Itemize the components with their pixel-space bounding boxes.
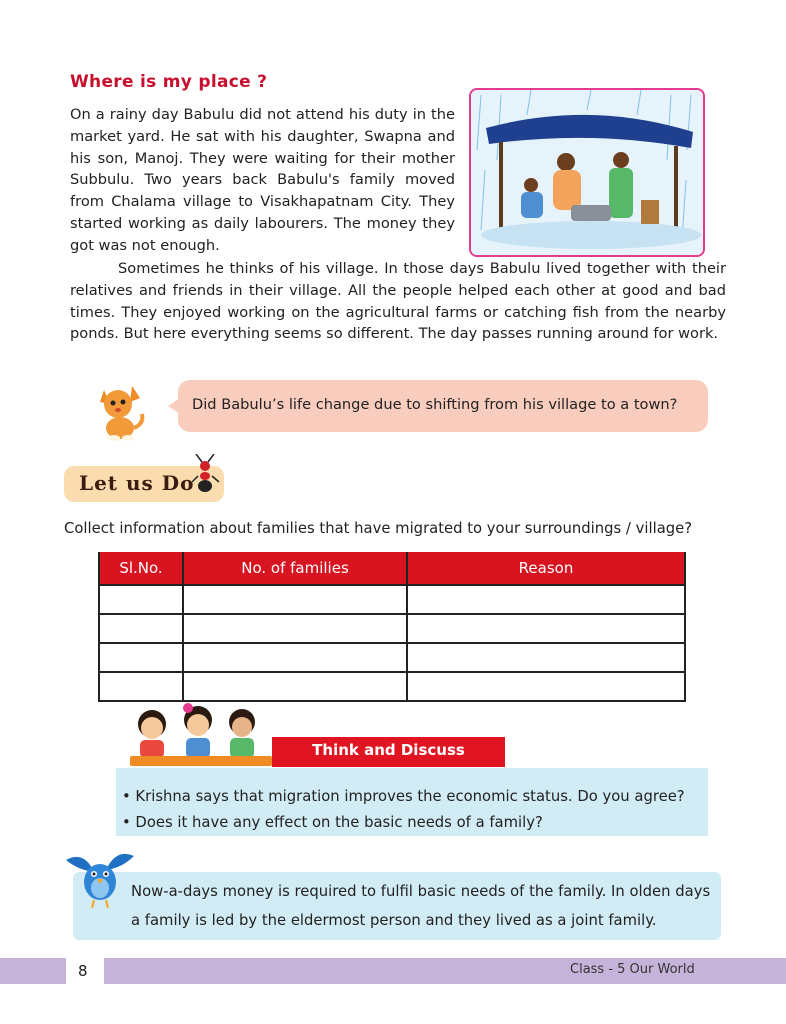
table-row: [99, 643, 685, 672]
column-header: Sl.No.: [99, 552, 183, 585]
bird-icon: [64, 850, 136, 910]
desk-bar: [130, 756, 272, 766]
table-row: [99, 614, 685, 643]
table-cell: [99, 643, 183, 672]
table-cell: [183, 672, 407, 701]
table-header-row: [99, 552, 685, 585]
table-cell: [99, 672, 183, 701]
table-row: [99, 672, 685, 701]
cat-mascot-icon: [96, 380, 146, 442]
table-cell: [183, 614, 407, 643]
list-item: • Krishna says that migration improves the economic status. Do you agree?: [122, 788, 685, 805]
table-cell: [183, 643, 407, 672]
page-number: 8: [78, 962, 88, 980]
table-cell: [407, 643, 685, 672]
table-row: [99, 585, 685, 614]
info-note-text: [131, 877, 721, 935]
children-illustration: [130, 700, 270, 760]
story-paragraph-1: On a rainy day Babulu did not attend his duty in the market yard. He sat with his daughter, Swapna and his son, Manoj. They were waiting for their mother Subbulu. Two years back Babulu's family moved from Chalama village to Visakhapatnam City. They started working as daily labourers. The money they got was not enough.: [70, 106, 455, 254]
story-paragraph-2: Sometimes he thinks of his village. In those days Babulu lived together with their relatives and friends in their village. All the people helped each other at good and bad times. They enjoyed working on the agricultural farms or catching fish from the nearby ponds. But here everything seems so different. The day passes running around for work.: [70, 260, 726, 343]
table-cell: [407, 585, 685, 614]
activity-question: Collect information about families that have migrated to your surroundings / village?: [64, 520, 693, 537]
think-discuss-title: Think and Discuss: [312, 741, 465, 759]
rainy-market-illustration: [469, 88, 705, 257]
column-header: No. of families: [183, 552, 407, 585]
note-line-2: a family is led by the eldermost person and they lived as a joint family.: [131, 912, 657, 929]
bubble-question-text: Did Babulu’s life change due to shifting from his village to a town?: [192, 396, 678, 413]
discussion-list: [122, 784, 685, 836]
table-cell: [407, 672, 685, 701]
table-cell: [99, 585, 183, 614]
let-us-do-title: Let us Do: [79, 471, 195, 495]
table-cell: [99, 614, 183, 643]
bubble-pointer: [168, 398, 180, 414]
table-cell: [183, 585, 407, 614]
footer-title: Class - 5 Our World: [570, 962, 695, 977]
list-item: • Does it have any effect on the basic needs of a family?: [122, 814, 543, 831]
note-line-1: Now-a-days money is required to fulfil basic needs of the family. In olden days: [131, 883, 711, 900]
table-cell: [407, 614, 685, 643]
footer-bar-left: [0, 958, 66, 984]
migration-table: [98, 552, 686, 702]
column-header: Reason: [407, 552, 685, 585]
ant-icon: [192, 454, 220, 494]
section-heading: Where is my place ?: [70, 72, 268, 92]
